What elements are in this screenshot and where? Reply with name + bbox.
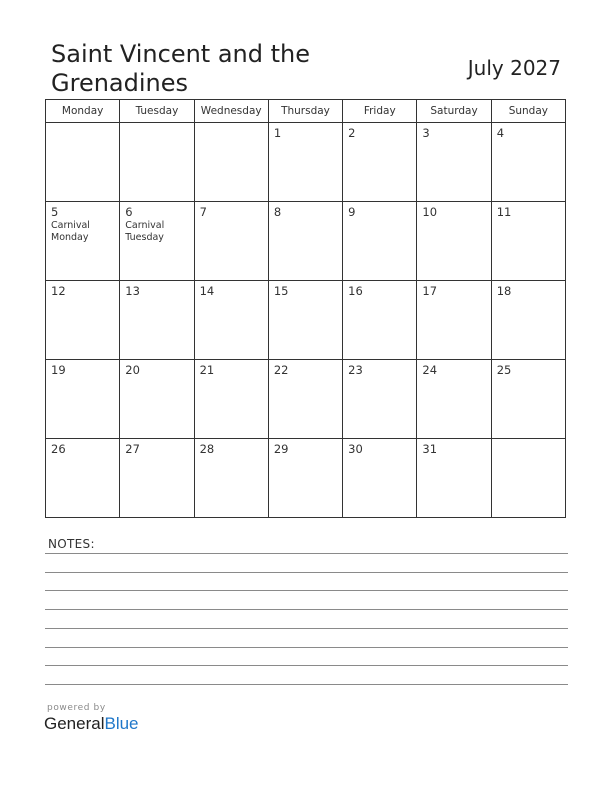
day-number: 11 xyxy=(496,205,512,219)
notes-line xyxy=(45,684,568,685)
day-number: 2 xyxy=(348,126,356,140)
calendar-day-cell xyxy=(268,202,342,281)
calendar-day-cell xyxy=(120,281,194,360)
day-number: 29 xyxy=(273,442,289,456)
day-number: 27 xyxy=(125,442,140,456)
notes-line xyxy=(45,609,568,610)
calendar-day-cell xyxy=(194,360,268,439)
weekday-header: Sunday xyxy=(491,100,565,123)
notes-line xyxy=(45,665,568,666)
powered-by-text: powered by xyxy=(47,703,106,713)
calendar-day-cell xyxy=(268,360,342,439)
calendar-day-cell xyxy=(120,439,194,518)
calendar-body xyxy=(46,123,566,518)
day-number: 5 xyxy=(51,205,59,219)
calendar-day-cell xyxy=(46,281,120,360)
brand-footer xyxy=(44,703,139,734)
day-number: 31 xyxy=(422,442,438,456)
day-number: 26 xyxy=(51,442,66,456)
calendar-day-cell xyxy=(343,439,417,518)
day-number: 21 xyxy=(199,363,215,377)
calendar-day-cell xyxy=(417,202,491,281)
calendar-week-row xyxy=(46,439,566,518)
day-number: 22 xyxy=(273,363,289,377)
calendar-day-cell xyxy=(491,202,565,281)
calendar-day-cell xyxy=(417,360,491,439)
calendar-day-cell xyxy=(417,123,491,202)
calendar-day-cell xyxy=(491,360,565,439)
notes-line xyxy=(45,553,568,554)
logo-blue-text: Blue xyxy=(104,714,139,733)
calendar-day-cell xyxy=(417,281,491,360)
calendar-day-cell xyxy=(46,439,120,518)
calendar-day-cell xyxy=(194,123,268,202)
day-number: 9 xyxy=(348,205,356,219)
calendar-day-cell xyxy=(120,202,194,281)
notes-line xyxy=(45,628,568,629)
calendar-day-cell xyxy=(343,202,417,281)
month-year-label: July 2027 xyxy=(467,56,561,80)
calendar-day-cell xyxy=(343,281,417,360)
calendar-week-row xyxy=(46,123,566,202)
day-number: 3 xyxy=(422,126,430,140)
calendar-day-cell xyxy=(268,281,342,360)
calendar-day-cell xyxy=(343,123,417,202)
day-number: 16 xyxy=(348,284,363,298)
day-number: 1 xyxy=(273,126,282,140)
notes-line xyxy=(45,647,568,648)
calendar-day-cell xyxy=(194,439,268,518)
day-number: 20 xyxy=(125,363,140,377)
weekday-header-row xyxy=(46,100,566,123)
calendar-week-row xyxy=(46,360,566,439)
calendar-day-cell xyxy=(491,123,565,202)
day-number: 10 xyxy=(422,205,438,219)
weekday-header: Thursday xyxy=(268,100,342,123)
page-title: Saint Vincent and the Grenadines xyxy=(51,40,311,97)
generalblue-logo xyxy=(44,714,139,734)
day-number: 4 xyxy=(496,126,505,140)
notes-label: NOTES: xyxy=(48,537,95,551)
calendar-week-row xyxy=(46,202,566,281)
day-number: 23 xyxy=(348,363,363,377)
weekday-header: Monday xyxy=(46,100,120,123)
calendar-week-row xyxy=(46,281,566,360)
calendar-day-cell xyxy=(268,123,342,202)
day-number: 6 xyxy=(125,205,133,219)
holiday-label: Carnival Tuesday xyxy=(125,220,165,243)
calendar-day-cell xyxy=(417,439,491,518)
day-number: 14 xyxy=(199,284,215,298)
day-number: 12 xyxy=(51,284,66,298)
calendar-day-cell xyxy=(491,281,565,360)
day-number: 18 xyxy=(496,284,512,298)
day-number: 13 xyxy=(125,284,140,298)
day-number: 30 xyxy=(348,442,363,456)
weekday-header: Saturday xyxy=(417,100,491,123)
calendar-day-cell xyxy=(46,360,120,439)
day-number: 15 xyxy=(273,284,289,298)
day-number: 17 xyxy=(422,284,438,298)
day-number: 8 xyxy=(273,205,282,219)
calendar-day-cell xyxy=(343,360,417,439)
calendar-day-cell xyxy=(46,202,120,281)
logo-general-text: General xyxy=(44,714,105,733)
weekday-header: Wednesday xyxy=(194,100,268,123)
calendar-day-cell xyxy=(194,281,268,360)
calendar-day-cell xyxy=(120,360,194,439)
notes-line xyxy=(45,590,568,591)
calendar-day-cell xyxy=(46,123,120,202)
weekday-header: Friday xyxy=(343,100,417,123)
notes-line xyxy=(45,572,568,573)
day-number: 28 xyxy=(199,442,215,456)
weekday-header: Tuesday xyxy=(120,100,194,123)
calendar-day-cell xyxy=(268,439,342,518)
day-number: 19 xyxy=(51,363,66,377)
day-number: 25 xyxy=(496,363,512,377)
calendar-grid xyxy=(45,99,566,518)
day-number: 7 xyxy=(199,205,207,219)
calendar-day-cell xyxy=(491,439,565,518)
day-number: 24 xyxy=(422,363,438,377)
calendar-day-cell xyxy=(194,202,268,281)
calendar-day-cell xyxy=(120,123,194,202)
holiday-label: Carnival Monday xyxy=(51,220,90,243)
